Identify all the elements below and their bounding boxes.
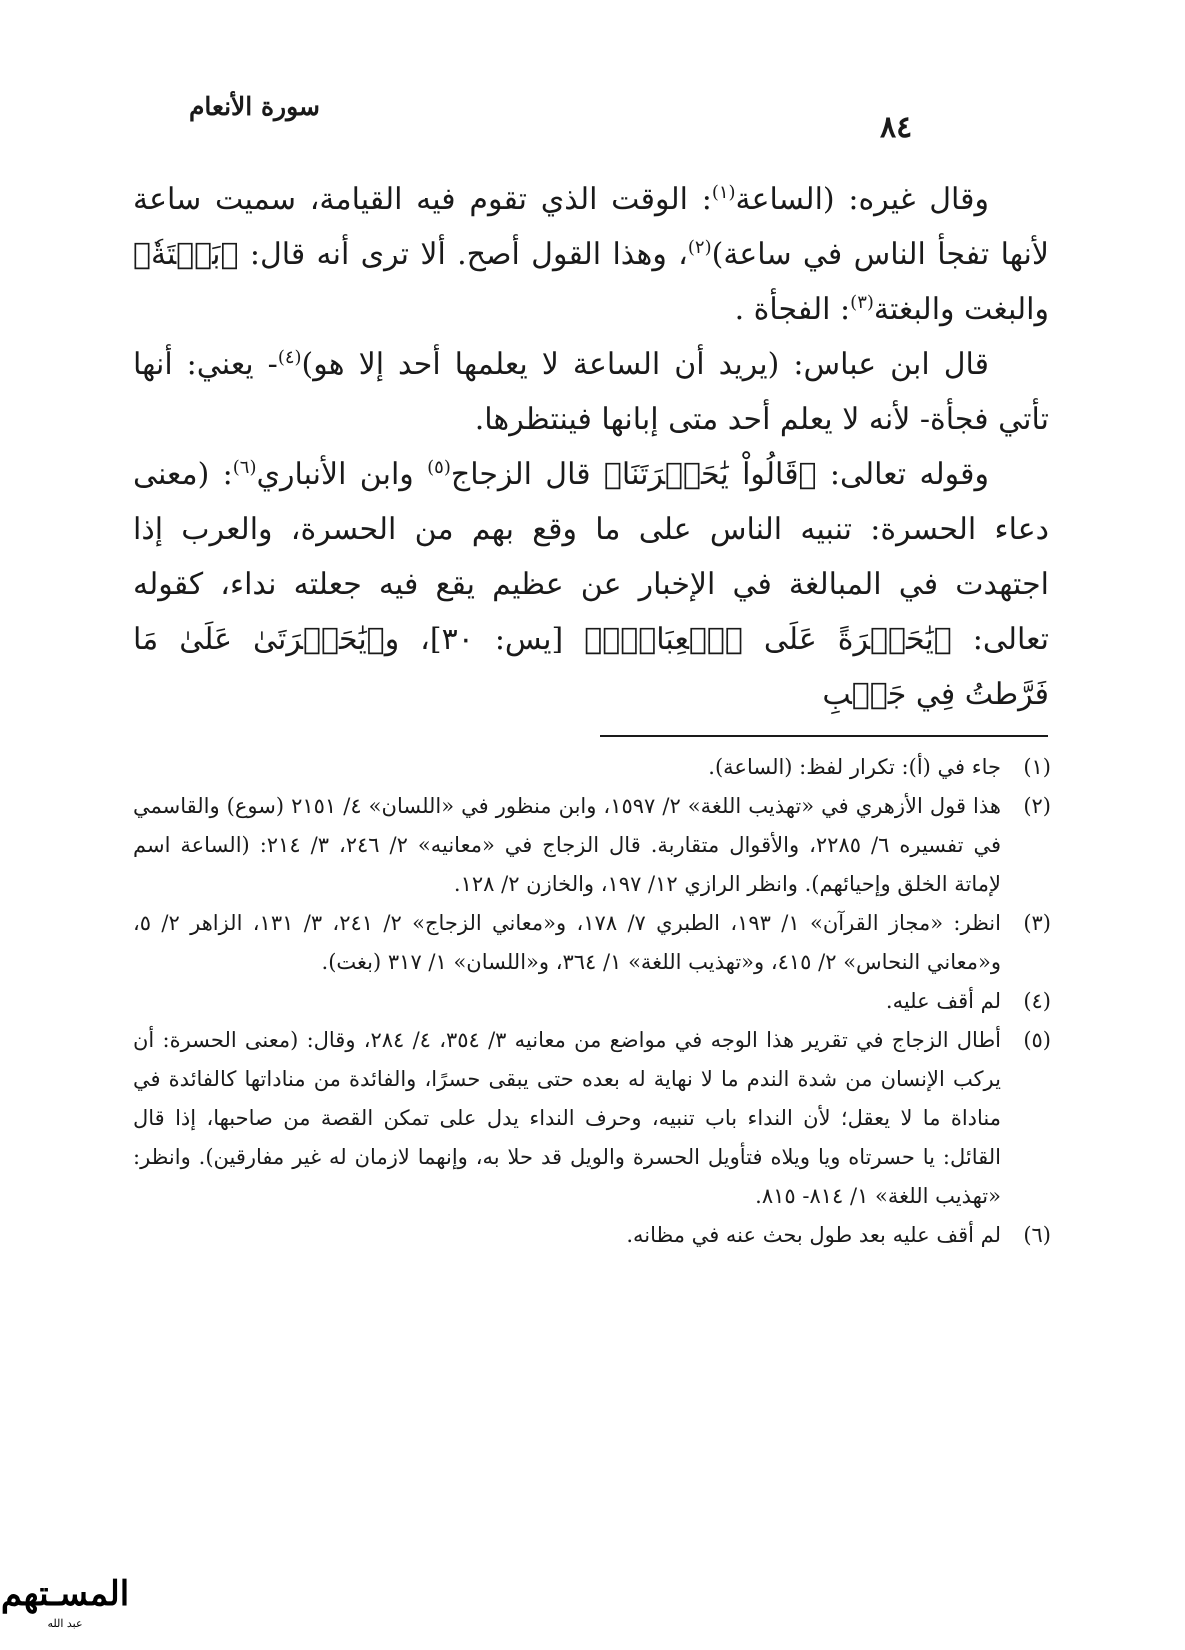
quran-quote: ﴿يَٰحَسۡرَةً عَلَى ٱلۡعِبَادِۚ﴾ (584, 622, 952, 657)
footnote-number: (٢) (1023, 794, 1051, 818)
logo-subtext: عبد الله (47, 1617, 83, 1630)
footnote-separator (600, 735, 1048, 737)
footnote-text: أطال الزجاج في تقرير هذا الوجه في مواضع من معانيه ٣/ ٣٥٤، ٤/ ٢٨٤، وقال: (معنى الحسرة: أن يركب الإنسان من شدة الندم ما لا نهاية له بعده حتى يبقى حسرًا، والفائدة من مناداتها كالفائدة في مناداة ما لا يعقل؛ لأن النداء باب تنبيه، وحرف النداء يدل على تمكن القصة من صاحبها، إذا قال القائل: يا حسرتاه ويا ويلاه فتأويل الحسرة والويل قد حلا به، وإنهما لازمان له غير مفارقين). وانظر: «تهذيب اللغة» ١/ ٨١٤- ٨١٥. (133, 1028, 1002, 1208)
footnote-ref-6: (٦) (232, 457, 257, 478)
paragraph-3: وقوله تعالى: ﴿قَالُواْ يَٰحَسۡرَتَنَا﴾ قال الزجاج$^{(٥)}$ وابن الأنباري$^{(٦)}$: (معنى دعاء الحسرة: تنبيه الناس على ما وقع بهم من الحسرة، والعرب إذا اجتهدت في المبالغة في الإخبار عن عظيم يقع فيه جعلته نداء، كقوله تعالى: ﴿يَٰحَسۡرَةً عَلَى ٱلۡعِبَادِۚ﴾ [يس: ٣٠]، و﴿يَٰحَسۡرَتَىٰ عَلَىٰ مَا فَرَّطتُ فِي جَنۢبِ (133, 457, 1049, 712)
footnote-text: لم أقف عليه. (885, 989, 1001, 1013)
footnote-ref-3: (٣) (850, 292, 874, 313)
footnote-text: انظر: «مجاز القرآن» ١/ ١٩٣، الطبري ٧/ ١٧٨، و«معاني الزجاج» ٢/ ٢٤١، ٣/ ١٣١، الزاهر ٢/ ٥، و«معاني النحاس» ٢/ ٤١٥، و«تهذيب اللغة» ١/ ٣٦٤، و«اللسان» ١/ ٣١٧ (بغت). (133, 911, 1001, 974)
footnote-text: جاء في (أ): تكرار لفظ: (الساعة). (708, 755, 1001, 779)
paragraph-2: قال ابن عباس: (يريد أن الساعة لا يعلمها أحد إلا هو)$^{(٤)}$- يعني: أنها تأتي فجأة- لأنه لا يعلم أحد متى إبانها فينتظرها. (133, 347, 1049, 437)
footnote (133, 1216, 1051, 1255)
footnote-number: (٣) (1023, 911, 1051, 935)
paragraph-1: وقال غيره: (الساعة$^{(١)}$: الوقت الذي تقوم فيه القيامة، سميت ساعة لأنها تفجأ الناس في ساعة)$^{(٢)}$، وهذا القول أصح. ألا ترى أنه قال: ﴿بَغۡتَةٗ﴾ والبغت والبغتة$^{(٣)}$: الفجأة . (133, 182, 1049, 327)
main-text (133, 172, 1049, 722)
footnote-number: (٤) (1023, 989, 1051, 1013)
footnote (133, 1021, 1051, 1216)
footnote-ref-4: (٤) (277, 347, 302, 368)
logo-calligraphy: المسـتهم (0, 1574, 130, 1614)
footnote-number: (١) (1023, 755, 1051, 779)
publisher-logo (0, 1565, 130, 1635)
footnote-number: (٥) (1023, 1028, 1051, 1052)
footnote (133, 748, 1051, 787)
footnote-text: هذا قول الأزهري في «تهذيب اللغة» ٢/ ١٥٩٧، وابن منظور في «اللسان» ٤/ ٢١٥١ (سوع) والقاسمي في تفسيره ٦/ ٢٢٨٥، والأقوال متقاربة. قال الزجاج في «معانيه» ٢/ ٢٤٦، ٣/ ٢١٤: (الساعة اسم لإماتة الخلق وإحيائهم). وانظر الرازي ١٢/ ١٩٧، والخازن ٢/ ١٢٨. (133, 794, 1001, 896)
footnote-text: لم أقف عليه بعد طول بحث عنه في مظانه. (626, 1223, 1001, 1247)
quran-quote: ﴿يَٰحَسۡرَتَىٰ عَلَىٰ مَا فَرَّطتُ فِي جَنۢبِ (133, 622, 1049, 712)
footnote-ref-5: (٥) (427, 457, 451, 478)
footnote (133, 982, 1051, 1021)
surah-title: سورة الأنعام (188, 92, 320, 121)
footnote-ref-2: (٢) (687, 237, 712, 258)
footnote (133, 787, 1051, 904)
quran-quote: ﴿قَالُواْ يَٰحَسۡرَتَنَا﴾ (603, 457, 817, 492)
footnote-number: (٦) (1023, 1223, 1051, 1247)
footnotes (133, 748, 1051, 1255)
page-number: ٨٤ (880, 110, 913, 145)
footnote (133, 904, 1051, 982)
footnote-ref-1: (١) (711, 182, 736, 203)
quran-quote: ﴿بَغۡتَةٗ﴾ (133, 237, 239, 272)
